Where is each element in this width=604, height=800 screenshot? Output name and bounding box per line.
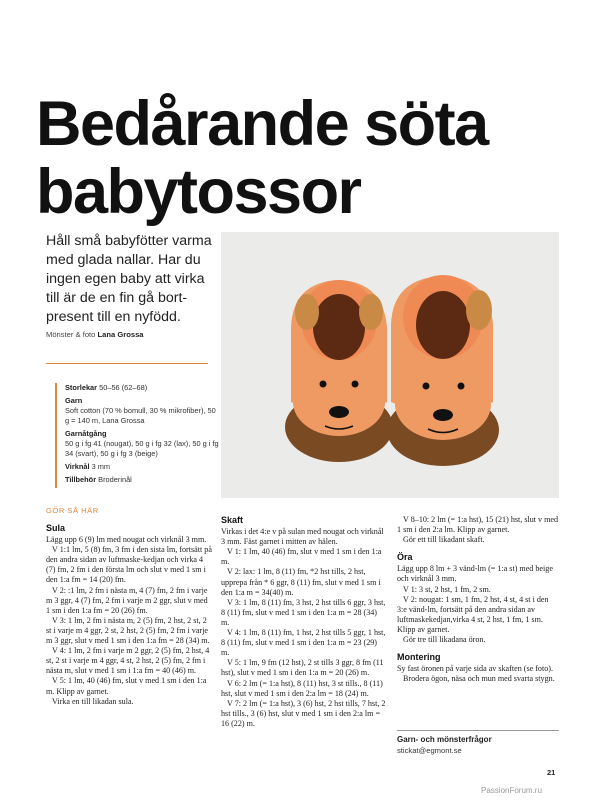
column-sula [46, 523, 212, 707]
paragraph: Gör tre till likadana öron. [403, 635, 486, 645]
contact-email[interactable]: stickat@egmont.se [397, 746, 462, 755]
materials-box [55, 383, 220, 488]
credit-label: Mönster & foto [46, 330, 96, 339]
credit [46, 330, 144, 339]
paragraph: Virka en till likadan sula. [52, 696, 134, 706]
spec-yarn [65, 396, 220, 426]
heading-ora: Öra [397, 552, 413, 563]
title-line-1: Bedårande söta [36, 89, 488, 159]
section-tag: GÖR SÅ HÄR [46, 506, 99, 515]
paragraph: Virkas i det 4:e v på sulan med nougat och virknål 3 mm. Fäst garnet i mitten av hälen. [221, 527, 384, 547]
paragraph: Gör ett till likadant skaft. [403, 535, 485, 545]
paragraph: V 3: 1 lm, 8 (11) fm, 3 hst, 2 hst tills 6 ggr, 3 hst, 8 (11) fm, slut v med 1 sm i den 1:a m = 28 (34) m. [221, 597, 386, 627]
paragraph: V 5: 1 lm, 40 (46) fm, slut v med 1 sm i den 1:a m. Klipp av garnet. [46, 676, 207, 696]
spec-size-label: Storlekar [65, 383, 98, 392]
paragraph: V 1:1 lm, 5 (8) fm, 3 fm i den sista lm, fortsätt på den andra sidan av luftmaske-kedjan och virka 4 (7) fm, 2 fm i den första lm och slut v med 1 sm i den 1:a fm = 14 (20) fm. [46, 545, 212, 585]
left-bootie [285, 280, 393, 462]
paragraph: V 8–10: 2 lm (= 1:a hst), 15 (21) hst, slut v med 1 sm i den 2:a lm. Klipp av garnet. [397, 515, 559, 535]
divider [46, 363, 208, 364]
title-line-2: babytossor [36, 157, 361, 227]
spec-amount [65, 429, 220, 459]
watermark: PassionForum.ru [481, 786, 542, 795]
paragraph: V 4: 1 lm, 2 fm i varje m 2 ggr, 2 (5) fm, 2 hst, 4 st, 2 st i varje m 4 ggr, 4 st, 2 hst, 2 (5) fm, 2 fm i nästa m, slut v med 1 sm i 1:a fm = 40 (46) m. [46, 646, 210, 676]
column-ora-montering [397, 515, 559, 684]
column-skaft [221, 515, 386, 729]
paragraph: V 2: nougat: 1 sm, 1 fm, 2 hst, 4 st, 4 st i den 3:e vänd-lm, fortsätt på den andra sidan av luftmaskekedjan,virka 4 st, 2 hst, 1 fm, 1 sm. Klipp av garnet. [397, 594, 549, 634]
paragraph: V 1: 1 lm, 40 (46) fm, slut v med 1 sm i den 1:a m. [221, 547, 382, 567]
spec-yarn-label: Garn [65, 396, 83, 405]
paragraph: V 6: 2 lm (= 1:a hst), 8 (11) hst, 3 st tills., 8 (11) hst, slut v med 1 sm i den 2:a lm = 18 (24) m. [221, 678, 383, 698]
spec-hook-value: 3 mm [91, 462, 111, 471]
spec-accessories-label: Tillbehör [65, 475, 97, 484]
heading-sula: Sula [46, 523, 66, 533]
intro-text: Håll små babyfötter varma med glada nallar. Har du ingen egen baby att virka till är de en fin gå bort-present till en nyfödd. [46, 233, 212, 325]
booties-illustration [221, 232, 559, 498]
spec-size-value: 50–56 (62–68) [99, 383, 148, 392]
spec-hook-label: Virknål [65, 462, 90, 471]
spec-size [65, 383, 220, 393]
right-bootie [387, 275, 499, 466]
heading-skaft: Skaft [221, 515, 244, 525]
article-title [36, 90, 576, 226]
paragraph: V 2: lax: 1 lm, 8 (11) fm, *2 hst tills, 2 hst, upprepa från * 6 ggr, 8 (11) fm, slut v med 1 sm i den 1:a m = 34(40) m. [221, 567, 381, 597]
heading-montering: Montering [397, 652, 441, 663]
paragraph: V 1: 3 st, 2 hst, 1 fm, 2 sm. [403, 584, 491, 594]
paragraph: V 5: 1 lm, 9 fm (12 hst), 2 st tills 3 ggr, 8 fm (11 hst), slut v med 1 sm i den 1:a m = 20 (26) m. [221, 658, 384, 678]
page-number: 21 [547, 768, 556, 777]
paragraph: V 4: 1 lm, 8 (11) fm, 1 hst, 2 hst tills 5 ggr, 1 hst, 8 (11) fm, slut v med 1 sm i den 1:a m = 23 (29) m. [221, 628, 386, 658]
footer-divider [397, 730, 559, 731]
paragraph: V 7: 2 lm (= 1:a hst), 3 (6) hst, 2 hst tills, 7 hst, 2 hst tills., 3 (6) hst, slut v med 1 sm i den 2:a lm = 16 (22) m. [221, 698, 386, 728]
booties-photo [221, 232, 559, 498]
paragraph: Lägg upp 6 (9) lm med nougat och virknål 3 mm. [46, 535, 207, 545]
spec-hook [65, 462, 220, 472]
spec-accessories [65, 475, 220, 485]
credit-name: Lana Grossa [97, 330, 144, 339]
paragraph: V 3: 1 lm, 2 fm i nästa m, 2 (5) fm, 2 hst, 2 st, 2 st i varje m 4 ggr, 2 st, 2 hst, 2 (5) fm, 2 fm i varje m 3 ggr, slut v med 1 sm i den 1:a fm = 28 (34) m. [46, 615, 210, 646]
paragraph: Lägg upp 8 lm + 3 vänd-lm (= 1:a st) med beige och virknål 3 mm. [397, 564, 553, 584]
spec-amount-value: 50 g i fg 41 (nougat), 50 g i fg 32 (lax), 50 g i fg 34 (svart), 50 g i fg 3 (beige) [65, 439, 219, 458]
paragraph: Sy fast öronen på varje sida av skaften (se foto). [397, 664, 553, 674]
spec-amount-label: Garnåtgång [65, 429, 107, 438]
paragraph: Brodera ögon, näsa och mun med svarta stygn. [403, 674, 555, 684]
paragraph: V 2: :1 lm, 2 fm i nästa m, 4 (7) fm, 2 fm i varje m 3 ggr, 4 (7) fm, 2 fm i varje m 2 ggr, slut v med 1 sm i den 1:a fm = 20 (26) fm. [46, 585, 208, 615]
spec-accessories-value: Broderinål [98, 475, 132, 484]
spec-yarn-value: Soft cotton (70 % bomull, 30 % mikrofiber), 50 g = 140 m, Lana Grossa [65, 406, 216, 425]
contact-heading: Garn- och mönsterfrågor [397, 735, 492, 744]
